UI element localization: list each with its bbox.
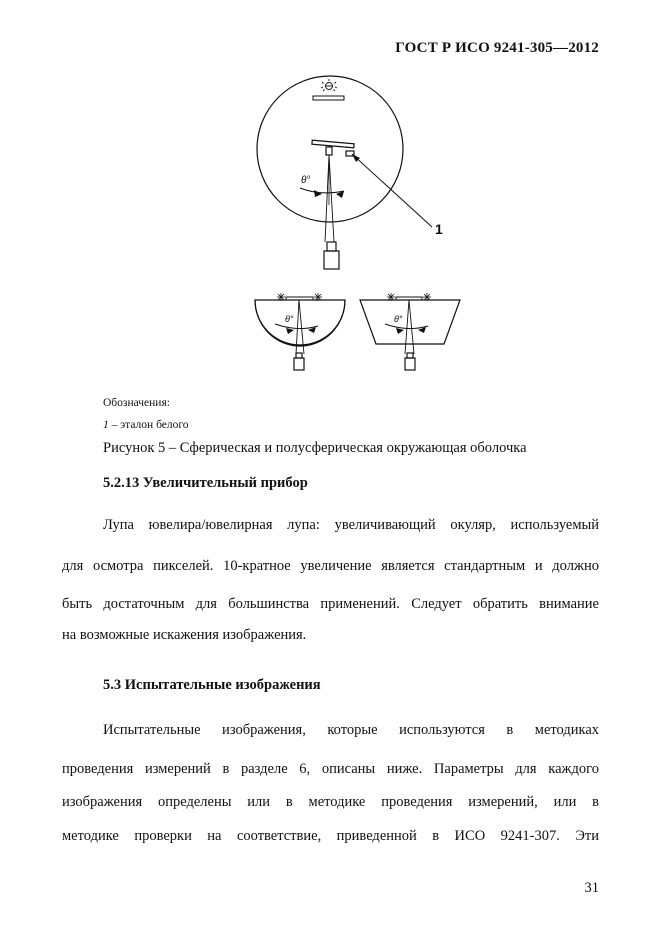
detector-head	[327, 242, 336, 251]
document-header: ГОСТ Р ИСО 9241-305—2012	[395, 40, 599, 56]
trapezoid-sample	[396, 297, 422, 300]
trapezoid-detector	[405, 358, 415, 370]
legend-item-number: 1	[103, 419, 109, 431]
trapezoid-light-left	[387, 293, 395, 301]
figure-callout-number: 1	[435, 221, 443, 237]
sphere-outline	[257, 76, 403, 222]
diffuser-plate	[313, 96, 344, 100]
sphere-enclosure	[257, 76, 432, 269]
angle-label-3: θ°	[394, 314, 403, 324]
paragraph-line: на возможные искажения изображения.	[62, 627, 307, 643]
angle-arc	[300, 188, 344, 193]
legend-item-text: – эталон белого	[108, 419, 189, 431]
hemisphere-detector	[294, 358, 304, 370]
angle-label-1: θ°	[301, 175, 311, 186]
trapezoid-light-right	[423, 293, 431, 301]
paragraph-line: быть достаточным для большинства применений. Следует обратить внимание	[62, 596, 599, 612]
top-light-source	[321, 79, 337, 91]
detector-body	[324, 251, 339, 269]
sample-plate	[312, 140, 354, 148]
paragraph-line: Испытательные изображения, которые используются в методиках	[103, 722, 599, 738]
paragraph-line: Лупа ювелира/ювелирная лупа: увеличивающий окуляр, используемый	[103, 517, 599, 533]
figure-5-diagram	[0, 0, 661, 380]
figure-caption: Рисунок 5 – Сферическая и полусферическая окружающая оболочка	[103, 440, 527, 456]
angle-label-2: θ°	[285, 314, 294, 324]
hemisphere-sample	[286, 297, 313, 300]
paragraph-line: изображения определены или в методике проведения измерений, или в	[62, 794, 599, 810]
paragraph-line: для осмотра пикселей. 10-кратное увеличение является стандартным и должно	[62, 558, 599, 574]
hemisphere-enclosure	[255, 293, 345, 370]
legend-title: Обозначения:	[103, 397, 170, 409]
callout-leader	[352, 154, 432, 227]
hemisphere-light-left	[277, 293, 285, 301]
detector-axis-1	[325, 155, 329, 242]
paragraph-line: проведения измерений в разделе 6, описаны ниже. Параметры для каждого	[62, 761, 599, 777]
section-title-5-3: 5.3 Испытательные изображения	[103, 677, 321, 693]
sample-post	[326, 147, 332, 155]
legend-item	[103, 419, 189, 431]
page-number: 31	[584, 880, 599, 896]
paragraph-line: методике проверки на соответствие, приведенной в ИСО 9241-307. Эти	[62, 828, 599, 844]
hemisphere-light-right	[314, 293, 322, 301]
section-title-5-2-13: 5.2.13 Увеличительный прибор	[103, 475, 308, 491]
detector-axis-2	[329, 155, 334, 242]
trapezoid-enclosure	[360, 293, 460, 370]
